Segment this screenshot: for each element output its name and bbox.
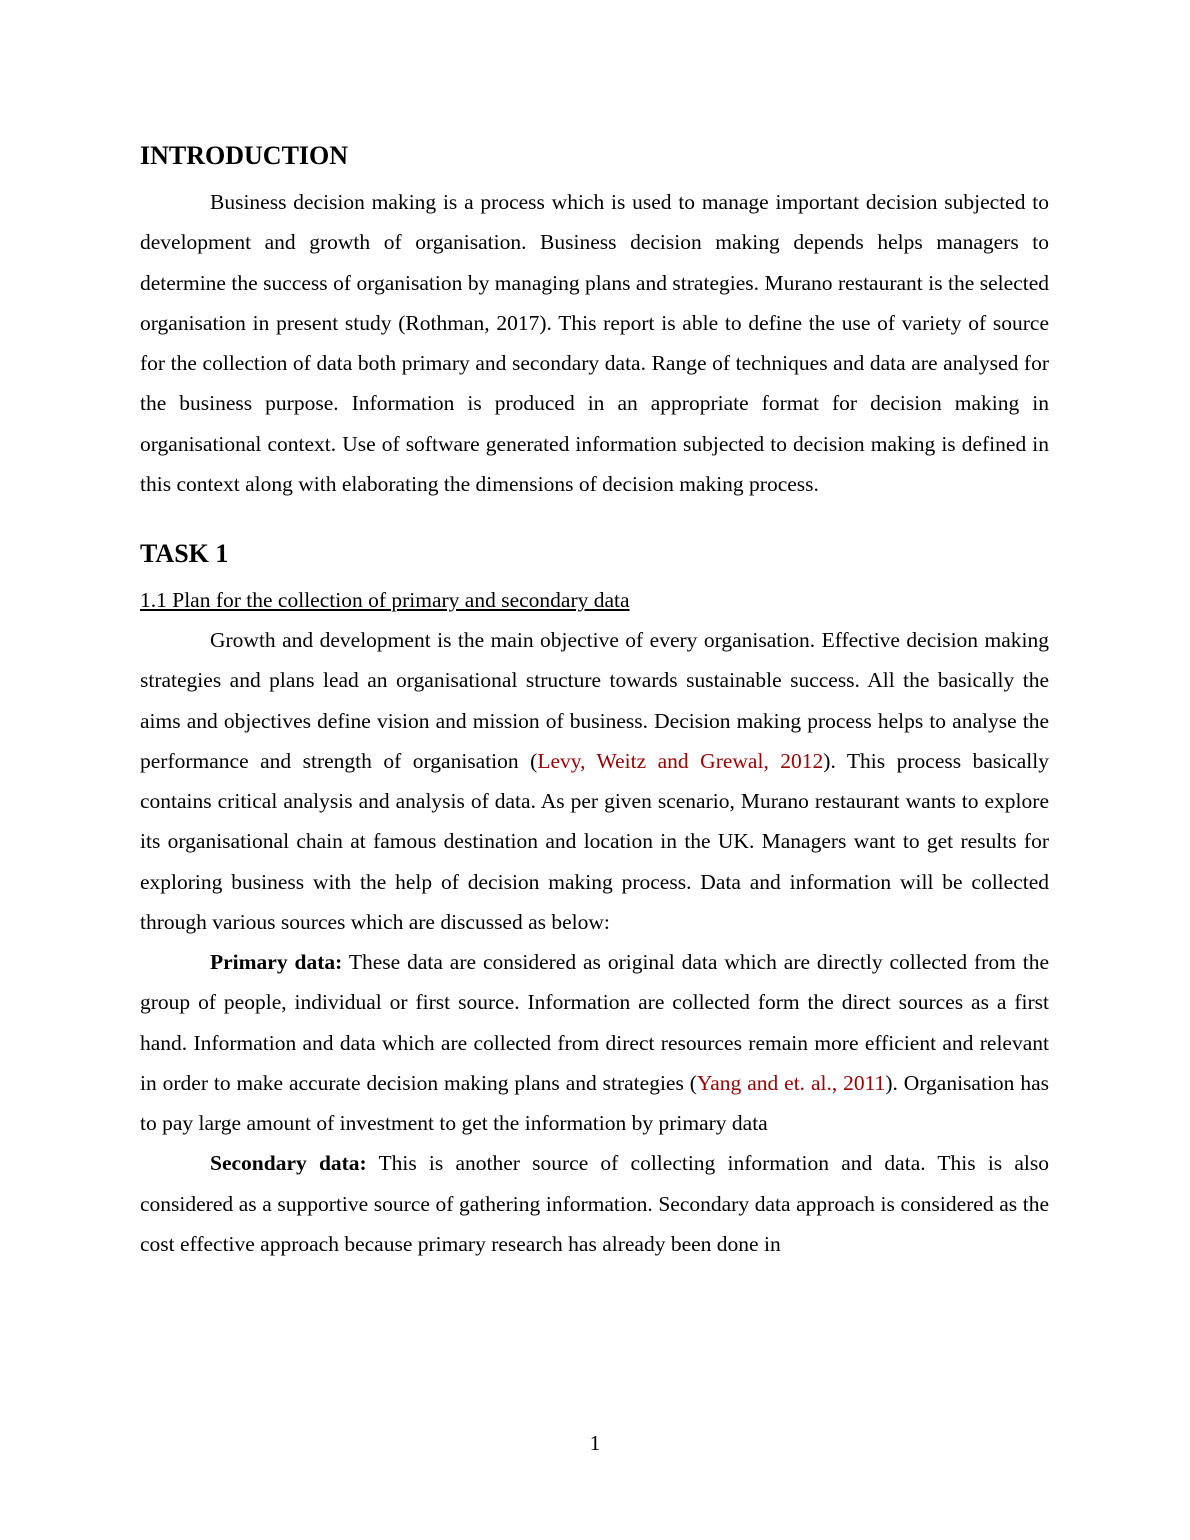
task1-paragraph <box>140 620 1049 942</box>
task1-paragraph-text-after: ). This process basically contains critical analysis and analysis of data. As per given scenario, Murano restaurant wants to explore its organisational chain at famous destination and location in the UK. Managers want to get results for exploring business with the help of decision making process. Data and information will be collected through various sources which are discussed as below: <box>140 748 1050 934</box>
citation-levy-weitz-grewal: Levy, Weitz and Grewal, 2012 <box>537 748 824 773</box>
primary-data-text-before: These data are considered as original data which are directly collected from the group of people, individual or first source. Information are collected form the direct sources as a first hand. Information and data which are collected from direct resources remain more efficient and relevant in order to make accurate decision making plans and strategies ( <box>140 950 1049 1095</box>
secondary-data-term: Secondary data: <box>210 1151 367 1176</box>
secondary-data-paragraph <box>140 1143 1049 1264</box>
introduction-paragraph: Business decision making is a process which is used to manage important decision subjected to development and growth of organisation. Business decision making depends helps managers to determine the success of organisation by managing plans and strategies. Murano restaurant is the selected organisation in present study (Rothman, 2017). This report is able to define the use of variety of source for the collection of data both primary and secondary data. Range of techniques and data are analysed for the business purpose. Information is produced in an appropriate format for decision making in organisational context. Use of software generated information subjected to decision making is defined in this context along with elaborating the dimensions of decision making process. <box>140 190 1049 496</box>
primary-data-term: Primary data: <box>210 950 343 974</box>
task1-heading: TASK 1 <box>140 539 229 568</box>
primary-data-text-after: ). Organisation has to pay large amount of investment to get the information by primary data <box>140 1070 1049 1135</box>
section-1-1-subheading: 1.1 Plan for the collection of primary and secondary data <box>140 588 630 612</box>
primary-data-paragraph <box>140 942 1049 1143</box>
page-content <box>140 138 1049 1264</box>
citation-yang-et-al: Yang and et. al., 2011 <box>696 1070 886 1095</box>
secondary-data-text: This is another source of collecting information and data. This is also considered as a supportive source of gathering information. Secondary data approach is considered as the cost effective approach because primary research has already been done in <box>140 1151 1049 1256</box>
task1-paragraph-text-before: Growth and development is the main objective of every organisation. Effective decision making strategies and plans lead an organisational structure towards sustainable success. All the basically the aims and objectives define vision and mission of business. Decision making process helps to analyse the performance and strength of organisation ( <box>140 628 1049 773</box>
page-number: 1 <box>589 1431 601 1455</box>
introduction-heading: INTRODUCTION <box>140 141 349 170</box>
